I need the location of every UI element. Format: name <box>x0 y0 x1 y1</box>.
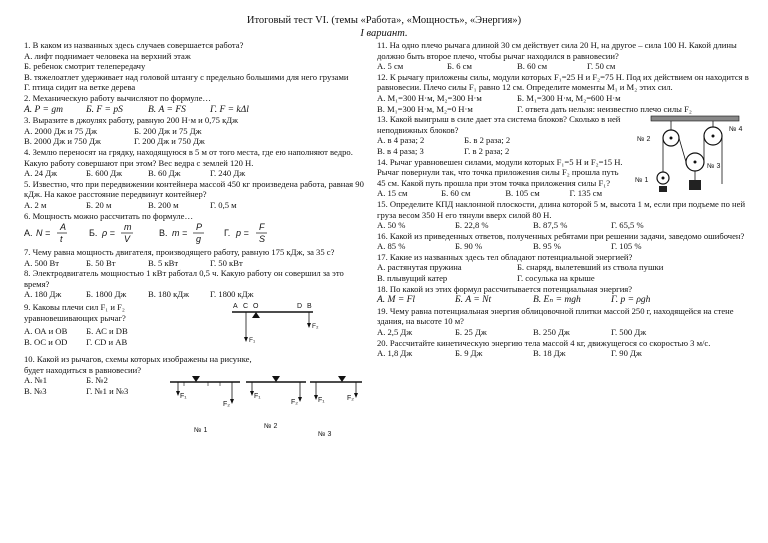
answer-option[interactable]: А. растянутая пружина <box>377 262 462 273</box>
answer-option[interactable]: Б. 600 Дж <box>86 168 123 179</box>
q6-opt-d-lhs: p = <box>236 228 249 239</box>
q13-text: 13. Какой выигрыш в силе дает эта система блоков? Сколько в ней неподвижных блоков? <box>377 114 621 135</box>
q6-options <box>24 221 371 247</box>
lever2-f1: F₁ <box>254 393 261 401</box>
q6-opt-c-den: g <box>196 234 202 245</box>
answer-options <box>24 289 371 300</box>
answer-option[interactable]: А. 5 см <box>377 61 404 72</box>
answer-option[interactable]: Б. A = Nt <box>455 295 492 306</box>
q6-opt-d-num: F <box>259 222 265 233</box>
answer-option[interactable]: Г. сосулька на крыше <box>517 273 595 284</box>
answer-option[interactable]: В. Eₙ = mgh <box>533 295 581 306</box>
q6-opt-c-letter: В. <box>159 228 168 239</box>
answer-option[interactable]: В. 60 Дж <box>148 168 181 179</box>
page-title: Итоговый тест VI. (темы «Работа», «Мощность», «Энергия») <box>246 15 522 26</box>
answer-option[interactable]: В. 18 Дж <box>533 348 566 359</box>
answer-option[interactable]: А. 2 м <box>24 199 47 210</box>
answer-option[interactable]: Б. 6 см <box>447 61 472 72</box>
q6-opt-a-den: t <box>60 234 63 245</box>
lever-pivot <box>252 312 260 318</box>
question-text: В. тяжелоатлет удерживает над головой штангу с предельно большими для него грузами <box>24 71 349 82</box>
lever2-f2: F₂ <box>291 399 298 407</box>
answer-option[interactable]: Б. F = pS <box>86 104 123 115</box>
answer-option[interactable]: В. M₁=300 Н·м, M₂=0 Н·м <box>377 103 473 114</box>
q9-opt-d[interactable]: Г. CD и АВ <box>86 337 128 348</box>
q13-opt-b[interactable]: Б. в 2 раза; 2 <box>464 135 511 146</box>
answer-options <box>24 258 371 269</box>
pulley-label-4: № 4 <box>729 126 743 134</box>
question-text: 17. Какие из названных здесь тел обладают потенциальной энергией? <box>377 251 633 262</box>
q14-opt-a[interactable]: А. 15 см <box>377 188 408 199</box>
pulley-label-3: № 3 <box>707 163 721 171</box>
q9 <box>24 300 371 354</box>
q6-formulas <box>24 221 371 247</box>
q10-text: 10. Какой из рычагов, схемы которых изображены на рисунке, будет находиться в равновесии? <box>24 354 252 375</box>
answer-option[interactable]: Б. 22,8 % <box>455 220 489 231</box>
answer-option[interactable]: А. 85 % <box>377 241 406 252</box>
answer-options <box>377 262 749 273</box>
answer-option[interactable]: Г. 50 см <box>587 61 616 72</box>
answer-option[interactable]: Г. 105 % <box>611 241 642 252</box>
answer-option[interactable]: А. P = gm <box>24 104 63 115</box>
question-text: 15. Определите КПД наклонной плоскости, длина которой 5 м, высота 1 м, если при подъеме по ней груза весом 350 Н его тянули вверх силой 80 Н. <box>377 198 746 220</box>
q6-opt-b-letter: Б. <box>89 228 98 239</box>
lever-label-a: A <box>233 303 238 311</box>
answer-option[interactable]: Г. ответа дать нельзя: неизвестно плечо силы F₂ <box>517 103 692 114</box>
q6-opt-a-lhs: N = <box>36 228 51 239</box>
answer-options <box>377 241 749 252</box>
q6-opt-c-lhs: m = <box>172 228 188 239</box>
question-text: Б. ребенок смотрит телепередачу <box>24 61 146 72</box>
q6-opt-b-lhs: ρ = <box>102 228 115 239</box>
q10-opt-d[interactable]: Г. №1 и №3 <box>86 385 129 396</box>
left-column <box>24 40 371 454</box>
answer-option[interactable]: А. 500 Вт <box>24 257 60 268</box>
q14-opt-c[interactable]: В. 105 см <box>505 188 540 199</box>
q10 <box>24 354 371 454</box>
variant-label: I вариант. <box>360 28 408 39</box>
question-text: 2. Механическую работу вычисляют по формуле… <box>24 92 212 103</box>
answer-options <box>24 104 371 116</box>
q9-opt-a[interactable]: А. ОА и ОВ <box>24 326 68 337</box>
answer-options <box>377 294 749 306</box>
answer-option[interactable]: Г. 0,5 м <box>210 199 237 210</box>
answer-options <box>377 327 749 338</box>
lever3-f2: F₂ <box>347 395 354 403</box>
lever-label-o: O <box>253 303 259 311</box>
answer-options <box>377 220 749 231</box>
answer-option[interactable]: Г. 90 Дж <box>611 348 642 359</box>
answer-option[interactable]: В. 180 кДж <box>148 289 190 300</box>
levers-figure <box>166 374 366 440</box>
question-text: 16. Какой из приведенных ответов, полученных ребятами при решении задачи, заведомо ошибочен? <box>377 230 745 241</box>
answer-option[interactable]: Г. F = kΔl <box>210 104 249 115</box>
question-text: 1. В каком из названных здесь случаев совершается работа? <box>24 40 244 50</box>
answer-options <box>377 348 749 359</box>
q13-opt-c[interactable]: В. в 4 раза; 3 <box>377 145 424 156</box>
q6-opt-d-letter: Г. <box>224 228 231 239</box>
question-text: 20. Рассчитайте кинетическую энергию тела массой 4 кг, движущегося со скоростью 3 м/с. <box>377 337 711 348</box>
answer-options <box>24 200 371 211</box>
q6-opt-d-den: S <box>259 234 266 245</box>
q9-opt-c[interactable]: В. ОС и OD <box>24 337 68 348</box>
lever1-f2: F₂ <box>223 401 230 409</box>
q14-text: 14. Рычаг уравновешен силами, модули которых F₁=5 Н и F₂=15 Н. Рычаг повернули так, что точка приложения силы F₂ прошла путь 45 см. Какой путь прошла при этом точка приложения силы F₁? <box>377 156 623 188</box>
q10-opt-c[interactable]: В. №3 <box>24 385 47 396</box>
answer-option[interactable]: Б. 50 Вт <box>86 257 116 268</box>
answer-options <box>377 104 749 115</box>
question-text: А. лифт поднимает человека на верхний этаж <box>24 50 191 61</box>
left-questions-2 <box>24 247 371 300</box>
question-text: 3. Выразите в джоулях работу, равную 200 Н·м и 0,75 кДж <box>24 115 239 126</box>
q6-opt-a-num: A <box>60 222 67 233</box>
lever-figure <box>229 300 339 352</box>
q9-text-1: 9. Каковы плечи сил F₁ и F₂ <box>24 302 125 313</box>
question-text: 19. Чему равна потенциальная энергия облицовочной плитки массой 250 г, находящейся на стене здания, на высоте 10 м? <box>377 305 734 327</box>
answer-option[interactable]: Г. 500 Дж <box>611 327 647 338</box>
answer-option[interactable]: Г. 240 Дж <box>210 168 246 179</box>
question-text: 7. Чему равна мощность двигателя, производящего работу, равную 175 кДж, за 35 с? <box>24 247 335 258</box>
right-column <box>377 40 749 359</box>
lever3-f1: F₁ <box>318 397 325 405</box>
q6-opt-b-num: m <box>124 222 132 233</box>
answer-option[interactable]: Б. 9 Дж <box>455 348 483 359</box>
pulley-label-2: № 2 <box>637 136 651 144</box>
lever-label-f2: F₂ <box>312 323 319 331</box>
lever-label-c: C <box>243 303 249 311</box>
answer-option[interactable]: В. плывущий катер <box>377 273 448 284</box>
answer-option[interactable]: В. 87,5 % <box>533 220 568 231</box>
answer-option[interactable]: В. 95 % <box>533 241 561 252</box>
question-text: 12. К рычагу приложены силы, модули которых F₁=25 Н и F₂=75 Н. Под их действием он находится в равновесии. Плечо силы F₁ равно 12 см. Определите моменты M₁ и M₂ этих сил. <box>377 71 749 93</box>
q6-opt-c-num: P <box>196 222 203 233</box>
lever-label-d: D <box>297 303 303 311</box>
q6-opt-b-den: V <box>124 234 131 245</box>
answer-option[interactable]: Г. 1800 кДж <box>210 289 254 300</box>
pulley-label-1: № 1 <box>635 177 649 185</box>
q9-opts-2 <box>24 337 127 348</box>
q13-opt-a[interactable]: А. в 4 раза; 2 <box>377 135 425 146</box>
q13-opt-d[interactable]: Г. в 2 раза; 2 <box>464 145 510 156</box>
answer-option[interactable]: Г. p = ρgh <box>611 295 651 306</box>
q9-opt-b[interactable]: Б. АС и DB <box>86 326 128 337</box>
answer-option[interactable]: А. M = Fl <box>377 295 416 306</box>
left-questions-1 <box>24 40 371 221</box>
right-questions-2 <box>377 199 749 359</box>
answer-option[interactable]: Б. 1800 Дж <box>86 289 127 300</box>
pulley-figure <box>633 114 751 206</box>
lever1-number: № 1 <box>194 427 208 435</box>
answer-option[interactable]: А. 180 Дж <box>24 289 62 300</box>
q10-opt-a[interactable]: А. №1 <box>24 375 47 386</box>
answer-option[interactable]: В. 60 см <box>517 61 548 72</box>
right-questions-1 <box>377 40 749 114</box>
question-text: 4. Землю переносят на грядку, находящуюся в 5 м от того места, где ею наполняют ведро. Какую работу совершают при этом? Вес ведра с землей 120 Н. <box>24 146 353 168</box>
answer-option[interactable]: Г. 65,5 % <box>611 220 644 231</box>
question-text: 11. На одно плечо рычага длиной 30 см действует сила 20 Н, на другое – сила 100 Н. Какой длины должно быть второе плечо, чтобы рычаг находился в равновесии? <box>377 40 737 61</box>
answer-options <box>377 93 749 104</box>
answer-option[interactable]: Б. 20 м <box>86 199 112 210</box>
ceiling <box>651 116 739 121</box>
answer-option[interactable]: А. M₁=300 Н·м, M₂=300 Н·м <box>377 92 482 103</box>
q6-opt-a-letter: А. <box>24 228 33 239</box>
lever-label-b: B <box>307 303 312 311</box>
answer-options <box>24 168 371 179</box>
answer-option[interactable]: Б. M₁=300 Н·м, M₂=600 Н·м <box>517 92 621 103</box>
q14-opt-b[interactable]: Б. 60 см <box>441 188 471 199</box>
q10-opt-b[interactable]: Б. №2 <box>86 375 108 386</box>
lever2-number: № 2 <box>264 423 278 431</box>
answer-option[interactable]: В. A = FS <box>148 104 186 115</box>
lever1-f1: F₁ <box>180 393 187 401</box>
q9-text-2: уравновешивающих рычаг? <box>24 313 126 324</box>
question-text: Г. птица сидит на ветке дерева <box>24 82 136 93</box>
answer-option[interactable]: В. 200 м <box>148 199 179 210</box>
answer-option[interactable]: А. 24 Дж <box>24 168 58 179</box>
q14-opt-d[interactable]: Г. 135 см <box>569 188 603 199</box>
answer-option[interactable]: А. 2,5 Дж <box>377 327 413 338</box>
lever-label-f1: F₁ <box>249 337 256 345</box>
answer-option[interactable]: Г. 200 Дж и 750 Дж <box>134 136 205 147</box>
answer-option[interactable]: А. 2000 Дж и 75 Дж <box>24 125 98 136</box>
lever3-number: № 3 <box>318 431 332 439</box>
answer-options <box>24 126 371 137</box>
answer-option[interactable]: Б. 200 Дж и 75 Дж <box>134 125 202 136</box>
question-text: 18. По какой из этих формул рассчитывается потенциальная энергия? <box>377 283 633 294</box>
answer-options <box>377 273 749 284</box>
answer-option[interactable]: Г. 50 кВт <box>210 257 243 268</box>
answer-option[interactable]: А. 50 % <box>377 220 406 231</box>
answer-option[interactable]: В. 250 Дж <box>533 327 570 338</box>
answer-option[interactable]: А. 1,8 Дж <box>377 348 413 359</box>
answer-options <box>24 136 371 147</box>
answer-option[interactable]: Б. 90 % <box>455 241 483 252</box>
answer-option[interactable]: Б. 25 Дж <box>455 327 487 338</box>
answer-option[interactable]: В. 2000 Дж и 750 Дж <box>24 136 101 147</box>
load <box>689 180 701 190</box>
question-text: 6. Мощность можно рассчитать по формуле… <box>24 210 194 221</box>
answer-option[interactable]: В. 5 кВт <box>148 257 179 268</box>
answer-options <box>377 61 749 72</box>
question-text: 8. Электродвигатель мощностью 1 кВт работал 0,5 ч. Какую работу он совершил за это время? <box>24 268 344 289</box>
q9-opts-1 <box>24 326 128 337</box>
answer-option[interactable]: Б. снаряд, вылетевший из ствола пушки <box>517 262 664 273</box>
question-text: 5. Известно, что при передвижении контейнера массой 450 кг произведена работа, равная 90 кДж. На какое расстояние передвинут контейнер? <box>24 178 364 200</box>
